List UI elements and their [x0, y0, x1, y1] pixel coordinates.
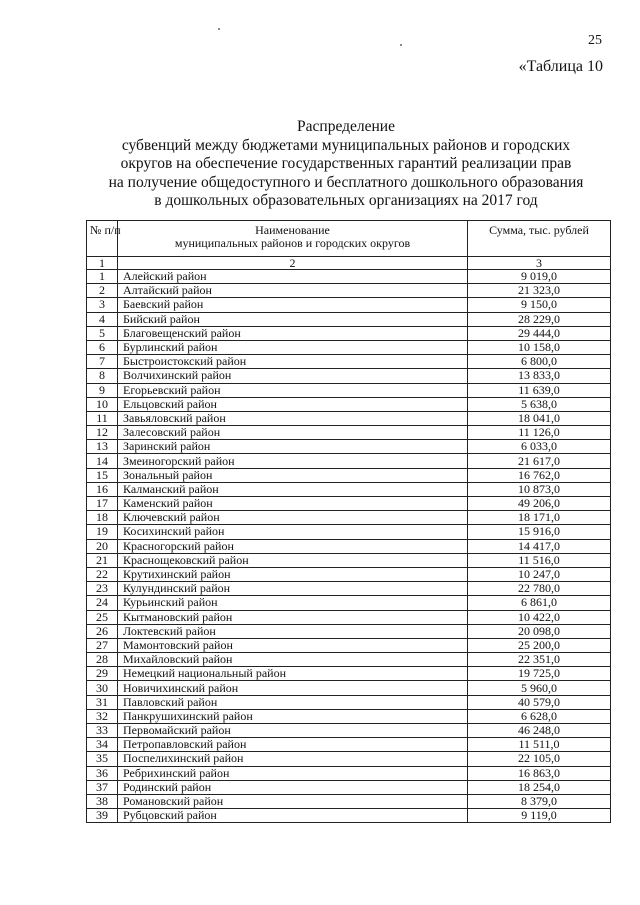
table-row — [87, 567, 611, 581]
table-reference: «Таблица 10 — [518, 58, 603, 75]
subvention-amount: 28 229,0 — [468, 312, 611, 326]
subvention-amount: 29 444,0 — [468, 326, 611, 340]
table-row — [87, 411, 611, 425]
subvention-amount: 19 725,0 — [468, 667, 611, 681]
subvention-amount: 20 098,0 — [468, 624, 611, 638]
row-number: 17 — [87, 497, 118, 511]
row-number: 33 — [87, 724, 118, 738]
table-row — [87, 326, 611, 340]
table-row — [87, 724, 611, 738]
subvention-amount: 10 158,0 — [468, 340, 611, 354]
title-line: на получение общедоступного и бесплатного дошкольного образования — [108, 173, 584, 191]
subvention-amount: 18 254,0 — [468, 780, 611, 794]
row-number: 31 — [87, 695, 118, 709]
district-name: Заринский район — [118, 440, 468, 454]
district-name: Алейский район — [118, 270, 468, 284]
row-number: 4 — [87, 312, 118, 326]
row-number: 28 — [87, 653, 118, 667]
table-row — [87, 653, 611, 667]
table-row — [87, 383, 611, 397]
subvention-amount: 22 105,0 — [468, 752, 611, 766]
table-row — [87, 610, 611, 624]
row-number: 3 — [87, 298, 118, 312]
subvention-amount: 11 516,0 — [468, 553, 611, 567]
table-row — [87, 539, 611, 553]
table-row — [87, 426, 611, 440]
subvention-amount: 18 041,0 — [468, 411, 611, 425]
row-number: 22 — [87, 567, 118, 581]
row-number: 12 — [87, 426, 118, 440]
row-number: 39 — [87, 809, 118, 823]
row-number: 34 — [87, 738, 118, 752]
district-name: Благовещенский район — [118, 326, 468, 340]
subvention-amount: 9 119,0 — [468, 809, 611, 823]
district-name: Курьинский район — [118, 596, 468, 610]
row-number: 9 — [87, 383, 118, 397]
district-name: Калманский район — [118, 482, 468, 496]
row-number: 16 — [87, 482, 118, 496]
header-name — [118, 221, 468, 257]
district-name: Ельцовский район — [118, 397, 468, 411]
row-number: 8 — [87, 369, 118, 383]
column-number: 1 — [87, 257, 118, 270]
row-number: 1 — [87, 270, 118, 284]
subvention-amount: 11 511,0 — [468, 738, 611, 752]
district-name: Романовский район — [118, 794, 468, 808]
scan-speck — [400, 44, 402, 46]
subvention-amount: 22 780,0 — [468, 582, 611, 596]
district-name: Краснощековский район — [118, 553, 468, 567]
table-row — [87, 397, 611, 411]
subvention-amount: 15 916,0 — [468, 525, 611, 539]
table-row — [87, 624, 611, 638]
district-name: Родинский район — [118, 780, 468, 794]
district-name: Каменский район — [118, 497, 468, 511]
document-title — [80, 118, 612, 211]
subvention-amount: 6 800,0 — [468, 355, 611, 369]
subvention-amount: 8 379,0 — [468, 794, 611, 808]
title-line: субвенций между бюджетами муниципальных районов и городских — [121, 136, 571, 154]
district-name: Петропавловский район — [118, 738, 468, 752]
table-header-row — [87, 221, 611, 257]
district-name: Рубцовский район — [118, 809, 468, 823]
table-row — [87, 553, 611, 567]
table-row — [87, 681, 611, 695]
district-name: Егорьевский район — [118, 383, 468, 397]
row-number: 35 — [87, 752, 118, 766]
subvention-amount: 9 150,0 — [468, 298, 611, 312]
row-number: 13 — [87, 440, 118, 454]
subvention-amount: 49 206,0 — [468, 497, 611, 511]
row-number: 37 — [87, 780, 118, 794]
title-line: в дошкольных образовательных организациях на 2017 год — [154, 192, 538, 209]
table-row — [87, 638, 611, 652]
row-number: 20 — [87, 539, 118, 553]
district-name: Быстроистокский район — [118, 355, 468, 369]
row-number: 6 — [87, 340, 118, 354]
table-row — [87, 525, 611, 539]
subvention-amount: 14 417,0 — [468, 539, 611, 553]
table-row — [87, 709, 611, 723]
subvention-table — [86, 220, 611, 823]
header-name-line: Наименование — [255, 223, 330, 237]
district-name: Михайловский район — [118, 653, 468, 667]
table-row — [87, 369, 611, 383]
table-row — [87, 766, 611, 780]
row-number: 25 — [87, 610, 118, 624]
row-number: 23 — [87, 582, 118, 596]
district-name: Косихинский район — [118, 525, 468, 539]
column-number: 3 — [468, 257, 611, 270]
column-number-row — [87, 257, 611, 270]
subvention-amount: 11 639,0 — [468, 383, 611, 397]
table-row — [87, 695, 611, 709]
subvention-amount: 5 960,0 — [468, 681, 611, 695]
district-name: Волчихинский район — [118, 369, 468, 383]
table-row — [87, 340, 611, 354]
table-row — [87, 667, 611, 681]
subvention-amount: 5 638,0 — [468, 397, 611, 411]
subvention-amount: 16 863,0 — [468, 766, 611, 780]
district-name: Кытмановский район — [118, 610, 468, 624]
row-number: 24 — [87, 596, 118, 610]
subvention-amount: 9 019,0 — [468, 270, 611, 284]
subvention-amount: 6 861,0 — [468, 596, 611, 610]
row-number: 18 — [87, 511, 118, 525]
district-name: Бурлинский район — [118, 340, 468, 354]
district-name: Алтайский район — [118, 284, 468, 298]
district-name: Поспелихинский район — [118, 752, 468, 766]
subvention-amount: 25 200,0 — [468, 638, 611, 652]
table-row — [87, 270, 611, 284]
row-number: 26 — [87, 624, 118, 638]
district-name: Баевский район — [118, 298, 468, 312]
table-row — [87, 497, 611, 511]
row-number: 30 — [87, 681, 118, 695]
row-number: 10 — [87, 397, 118, 411]
title-line: Распределение — [297, 118, 395, 135]
header-number: № п/п — [87, 221, 118, 257]
subvention-amount: 22 351,0 — [468, 653, 611, 667]
row-number: 29 — [87, 667, 118, 681]
subvention-amount: 10 873,0 — [468, 482, 611, 496]
table-row — [87, 809, 611, 823]
table-row — [87, 355, 611, 369]
row-number: 14 — [87, 454, 118, 468]
header-name-line: муниципальных районов и городских округов — [174, 236, 411, 250]
page-number: 25 — [588, 33, 602, 48]
table-row — [87, 738, 611, 752]
subvention-amount: 6 033,0 — [468, 440, 611, 454]
district-name: Зональный район — [118, 468, 468, 482]
district-name: Красногорский район — [118, 539, 468, 553]
table-row — [87, 596, 611, 610]
district-name: Кулундинский район — [118, 582, 468, 596]
subvention-amount: 46 248,0 — [468, 724, 611, 738]
district-name: Залесовский район — [118, 426, 468, 440]
table-row — [87, 312, 611, 326]
subvention-amount: 16 762,0 — [468, 468, 611, 482]
district-name: Новичихинский район — [118, 681, 468, 695]
table-row — [87, 794, 611, 808]
table-row — [87, 298, 611, 312]
subvention-amount: 11 126,0 — [468, 426, 611, 440]
row-number: 38 — [87, 794, 118, 808]
subvention-amount: 40 579,0 — [468, 695, 611, 709]
row-number: 19 — [87, 525, 118, 539]
table-row — [87, 440, 611, 454]
row-number: 32 — [87, 709, 118, 723]
district-name: Павловский район — [118, 695, 468, 709]
district-name: Крутихинский район — [118, 567, 468, 581]
subvention-amount: 10 422,0 — [468, 610, 611, 624]
scan-speck — [218, 28, 220, 30]
row-number: 11 — [87, 411, 118, 425]
row-number: 27 — [87, 638, 118, 652]
district-name: Ключевский район — [118, 511, 468, 525]
table-row — [87, 468, 611, 482]
subvention-amount: 10 247,0 — [468, 567, 611, 581]
district-name: Мамонтовский район — [118, 638, 468, 652]
column-number: 2 — [118, 257, 468, 270]
header-sum: Сумма, тыс. рублей — [468, 221, 611, 257]
row-number: 36 — [87, 766, 118, 780]
subvention-amount: 21 617,0 — [468, 454, 611, 468]
row-number: 7 — [87, 355, 118, 369]
table-row — [87, 511, 611, 525]
subvention-amount: 13 833,0 — [468, 369, 611, 383]
district-name: Первомайский район — [118, 724, 468, 738]
table-row — [87, 454, 611, 468]
table-row — [87, 752, 611, 766]
row-number: 2 — [87, 284, 118, 298]
district-name: Локтевский район — [118, 624, 468, 638]
table-row — [87, 284, 611, 298]
subvention-amount: 6 628,0 — [468, 709, 611, 723]
district-name: Ребрихинский район — [118, 766, 468, 780]
row-number: 15 — [87, 468, 118, 482]
row-number: 5 — [87, 326, 118, 340]
table-row — [87, 780, 611, 794]
subvention-amount: 18 171,0 — [468, 511, 611, 525]
district-name: Бийский район — [118, 312, 468, 326]
district-name: Немецкий национальный район — [118, 667, 468, 681]
district-name: Панкрушихинский район — [118, 709, 468, 723]
district-name: Завьяловский район — [118, 411, 468, 425]
table-row — [87, 582, 611, 596]
district-name: Змеиногорский район — [118, 454, 468, 468]
title-line: округов на обеспечение государственных гарантий реализации прав — [120, 155, 572, 172]
row-number: 21 — [87, 553, 118, 567]
table-row — [87, 482, 611, 496]
subvention-amount: 21 323,0 — [468, 284, 611, 298]
